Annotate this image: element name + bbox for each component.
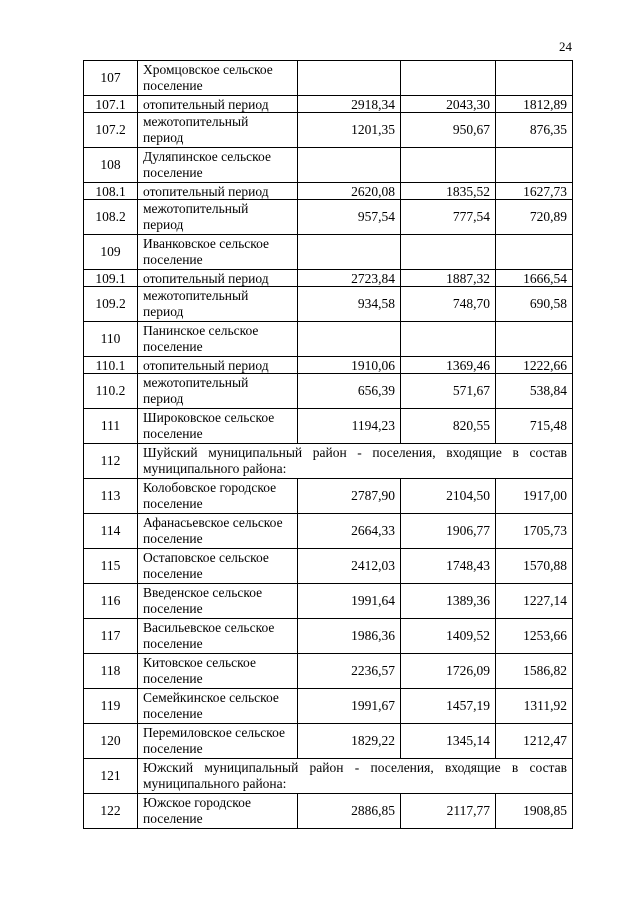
- value-cell-2: [401, 322, 496, 357]
- value-cell-3: 1917,00: [496, 479, 573, 514]
- settlement-name: отопительный период: [138, 96, 298, 113]
- row-number: 121: [84, 759, 138, 794]
- value-cell-3: 715,48: [496, 409, 573, 444]
- value-cell-1: 2787,90: [298, 479, 401, 514]
- value-cell-1: 2886,85: [298, 794, 401, 829]
- table-row: [84, 322, 573, 357]
- value-cell-1: 2723,84: [298, 270, 401, 287]
- settlement-name: Семейкинское сельское поселение: [138, 689, 298, 724]
- row-number: 112: [84, 444, 138, 479]
- value-cell-3: 1627,73: [496, 183, 573, 200]
- row-number: 109: [84, 235, 138, 270]
- value-cell-1: 1986,36: [298, 619, 401, 654]
- row-number: 109.1: [84, 270, 138, 287]
- value-cell-2: [401, 61, 496, 96]
- table-row: [84, 724, 573, 759]
- settlement-name: межотопительный период: [138, 287, 298, 322]
- row-number: 107: [84, 61, 138, 96]
- value-cell-2: 820,55: [401, 409, 496, 444]
- table-row: [84, 514, 573, 549]
- table-row: [84, 148, 573, 183]
- value-cell-3: 690,58: [496, 287, 573, 322]
- value-cell-2: 1748,43: [401, 549, 496, 584]
- settlement-name: межотопительный период: [138, 113, 298, 148]
- value-cell-3: 1253,66: [496, 619, 573, 654]
- value-cell-2: 777,54: [401, 200, 496, 235]
- value-cell-1: [298, 322, 401, 357]
- settlement-name: Панинское сельское поселение: [138, 322, 298, 357]
- value-cell-1: 1201,35: [298, 113, 401, 148]
- value-cell-3: 1570,88: [496, 549, 573, 584]
- table-row: [84, 357, 573, 374]
- value-cell-1: 1910,06: [298, 357, 401, 374]
- table-row: [84, 183, 573, 200]
- row-number: 115: [84, 549, 138, 584]
- value-cell-1: 2236,57: [298, 654, 401, 689]
- value-cell-1: [298, 235, 401, 270]
- value-cell-1: 1991,64: [298, 584, 401, 619]
- table-row: [84, 235, 573, 270]
- row-number: 108.2: [84, 200, 138, 235]
- value-cell-3: [496, 148, 573, 183]
- value-cell-3: [496, 322, 573, 357]
- table-row: [84, 200, 573, 235]
- settlement-name: Иванковское сельское поселение: [138, 235, 298, 270]
- value-cell-2: 1887,32: [401, 270, 496, 287]
- page-number: 24: [559, 39, 572, 54]
- table-row: [84, 409, 573, 444]
- tariff-table: [83, 60, 573, 829]
- settlement-name: Дуляпинское сельское поселение: [138, 148, 298, 183]
- value-cell-3: 1908,85: [496, 794, 573, 829]
- row-number: 116: [84, 584, 138, 619]
- value-cell-3: 720,89: [496, 200, 573, 235]
- table-row: [84, 479, 573, 514]
- settlement-name: Китовское сельское поселение: [138, 654, 298, 689]
- row-number: 108.1: [84, 183, 138, 200]
- value-cell-3: 1222,66: [496, 357, 573, 374]
- value-cell-3: 876,35: [496, 113, 573, 148]
- section-heading: Шуйский муниципальный район - поселения, входящие в состав муниципального района:: [138, 444, 573, 479]
- value-cell-1: 1829,22: [298, 724, 401, 759]
- value-cell-1: 2412,03: [298, 549, 401, 584]
- table-row: [84, 444, 573, 479]
- settlement-name: Васильевское сельское поселение: [138, 619, 298, 654]
- value-cell-2: 1906,77: [401, 514, 496, 549]
- row-number: 120: [84, 724, 138, 759]
- row-number: 122: [84, 794, 138, 829]
- table-row: [84, 689, 573, 724]
- table-row: [84, 794, 573, 829]
- value-cell-2: 2117,77: [401, 794, 496, 829]
- tariff-table-body: [84, 61, 573, 829]
- table-row: [84, 759, 573, 794]
- row-number: 109.2: [84, 287, 138, 322]
- value-cell-1: [298, 148, 401, 183]
- row-number: 110.2: [84, 374, 138, 409]
- row-number: 119: [84, 689, 138, 724]
- row-number: 107.1: [84, 96, 138, 113]
- value-cell-1: 957,54: [298, 200, 401, 235]
- settlement-name: Колобовское городское поселение: [138, 479, 298, 514]
- value-cell-2: 2043,30: [401, 96, 496, 113]
- row-number: 108: [84, 148, 138, 183]
- value-cell-2: 1369,46: [401, 357, 496, 374]
- settlement-name: межотопительный период: [138, 200, 298, 235]
- value-cell-3: 1812,89: [496, 96, 573, 113]
- value-cell-2: 1457,19: [401, 689, 496, 724]
- settlement-name: Введенское сельское поселение: [138, 584, 298, 619]
- settlement-name: Широковское сельское поселение: [138, 409, 298, 444]
- section-heading: Южский муниципальный район - поселения, входящие в состав муниципального района:: [138, 759, 573, 794]
- value-cell-2: 1389,36: [401, 584, 496, 619]
- value-cell-2: [401, 235, 496, 270]
- table-row: [84, 549, 573, 584]
- value-cell-3: 1227,14: [496, 584, 573, 619]
- value-cell-3: [496, 235, 573, 270]
- value-cell-3: 1586,82: [496, 654, 573, 689]
- value-cell-2: 950,67: [401, 113, 496, 148]
- table-row: [84, 374, 573, 409]
- value-cell-3: 1311,92: [496, 689, 573, 724]
- value-cell-3: 1212,47: [496, 724, 573, 759]
- value-cell-1: [298, 61, 401, 96]
- table-row: [84, 61, 573, 96]
- settlement-name: Афанасьевское сельское поселение: [138, 514, 298, 549]
- table-row: [84, 654, 573, 689]
- value-cell-2: 571,67: [401, 374, 496, 409]
- row-number: 117: [84, 619, 138, 654]
- settlement-name: отопительный период: [138, 357, 298, 374]
- row-number: 113: [84, 479, 138, 514]
- row-number: 111: [84, 409, 138, 444]
- value-cell-3: 1705,73: [496, 514, 573, 549]
- value-cell-2: 2104,50: [401, 479, 496, 514]
- table-row: [84, 270, 573, 287]
- settlement-name: отопительный период: [138, 270, 298, 287]
- value-cell-2: 1835,52: [401, 183, 496, 200]
- value-cell-3: 538,84: [496, 374, 573, 409]
- table-row: [84, 96, 573, 113]
- value-cell-1: 656,39: [298, 374, 401, 409]
- row-number: 114: [84, 514, 138, 549]
- table-row: [84, 584, 573, 619]
- value-cell-2: 1409,52: [401, 619, 496, 654]
- value-cell-2: 1726,09: [401, 654, 496, 689]
- value-cell-2: 748,70: [401, 287, 496, 322]
- settlement-name: Хромцовское сельское поселение: [138, 61, 298, 96]
- row-number: 110: [84, 322, 138, 357]
- settlement-name: Остаповское сельское поселение: [138, 549, 298, 584]
- settlement-name: Южское городское поселение: [138, 794, 298, 829]
- value-cell-1: 2664,33: [298, 514, 401, 549]
- row-number: 107.2: [84, 113, 138, 148]
- row-number: 110.1: [84, 357, 138, 374]
- table-row: [84, 113, 573, 148]
- table-row: [84, 619, 573, 654]
- value-cell-2: [401, 148, 496, 183]
- value-cell-1: 934,58: [298, 287, 401, 322]
- table-row: [84, 287, 573, 322]
- value-cell-1: 2620,08: [298, 183, 401, 200]
- value-cell-1: 1991,67: [298, 689, 401, 724]
- row-number: 118: [84, 654, 138, 689]
- value-cell-3: 1666,54: [496, 270, 573, 287]
- value-cell-1: 2918,34: [298, 96, 401, 113]
- settlement-name: отопительный период: [138, 183, 298, 200]
- value-cell-2: 1345,14: [401, 724, 496, 759]
- settlement-name: межотопительный период: [138, 374, 298, 409]
- value-cell-3: [496, 61, 573, 96]
- value-cell-1: 1194,23: [298, 409, 401, 444]
- settlement-name: Перемиловское сельское поселение: [138, 724, 298, 759]
